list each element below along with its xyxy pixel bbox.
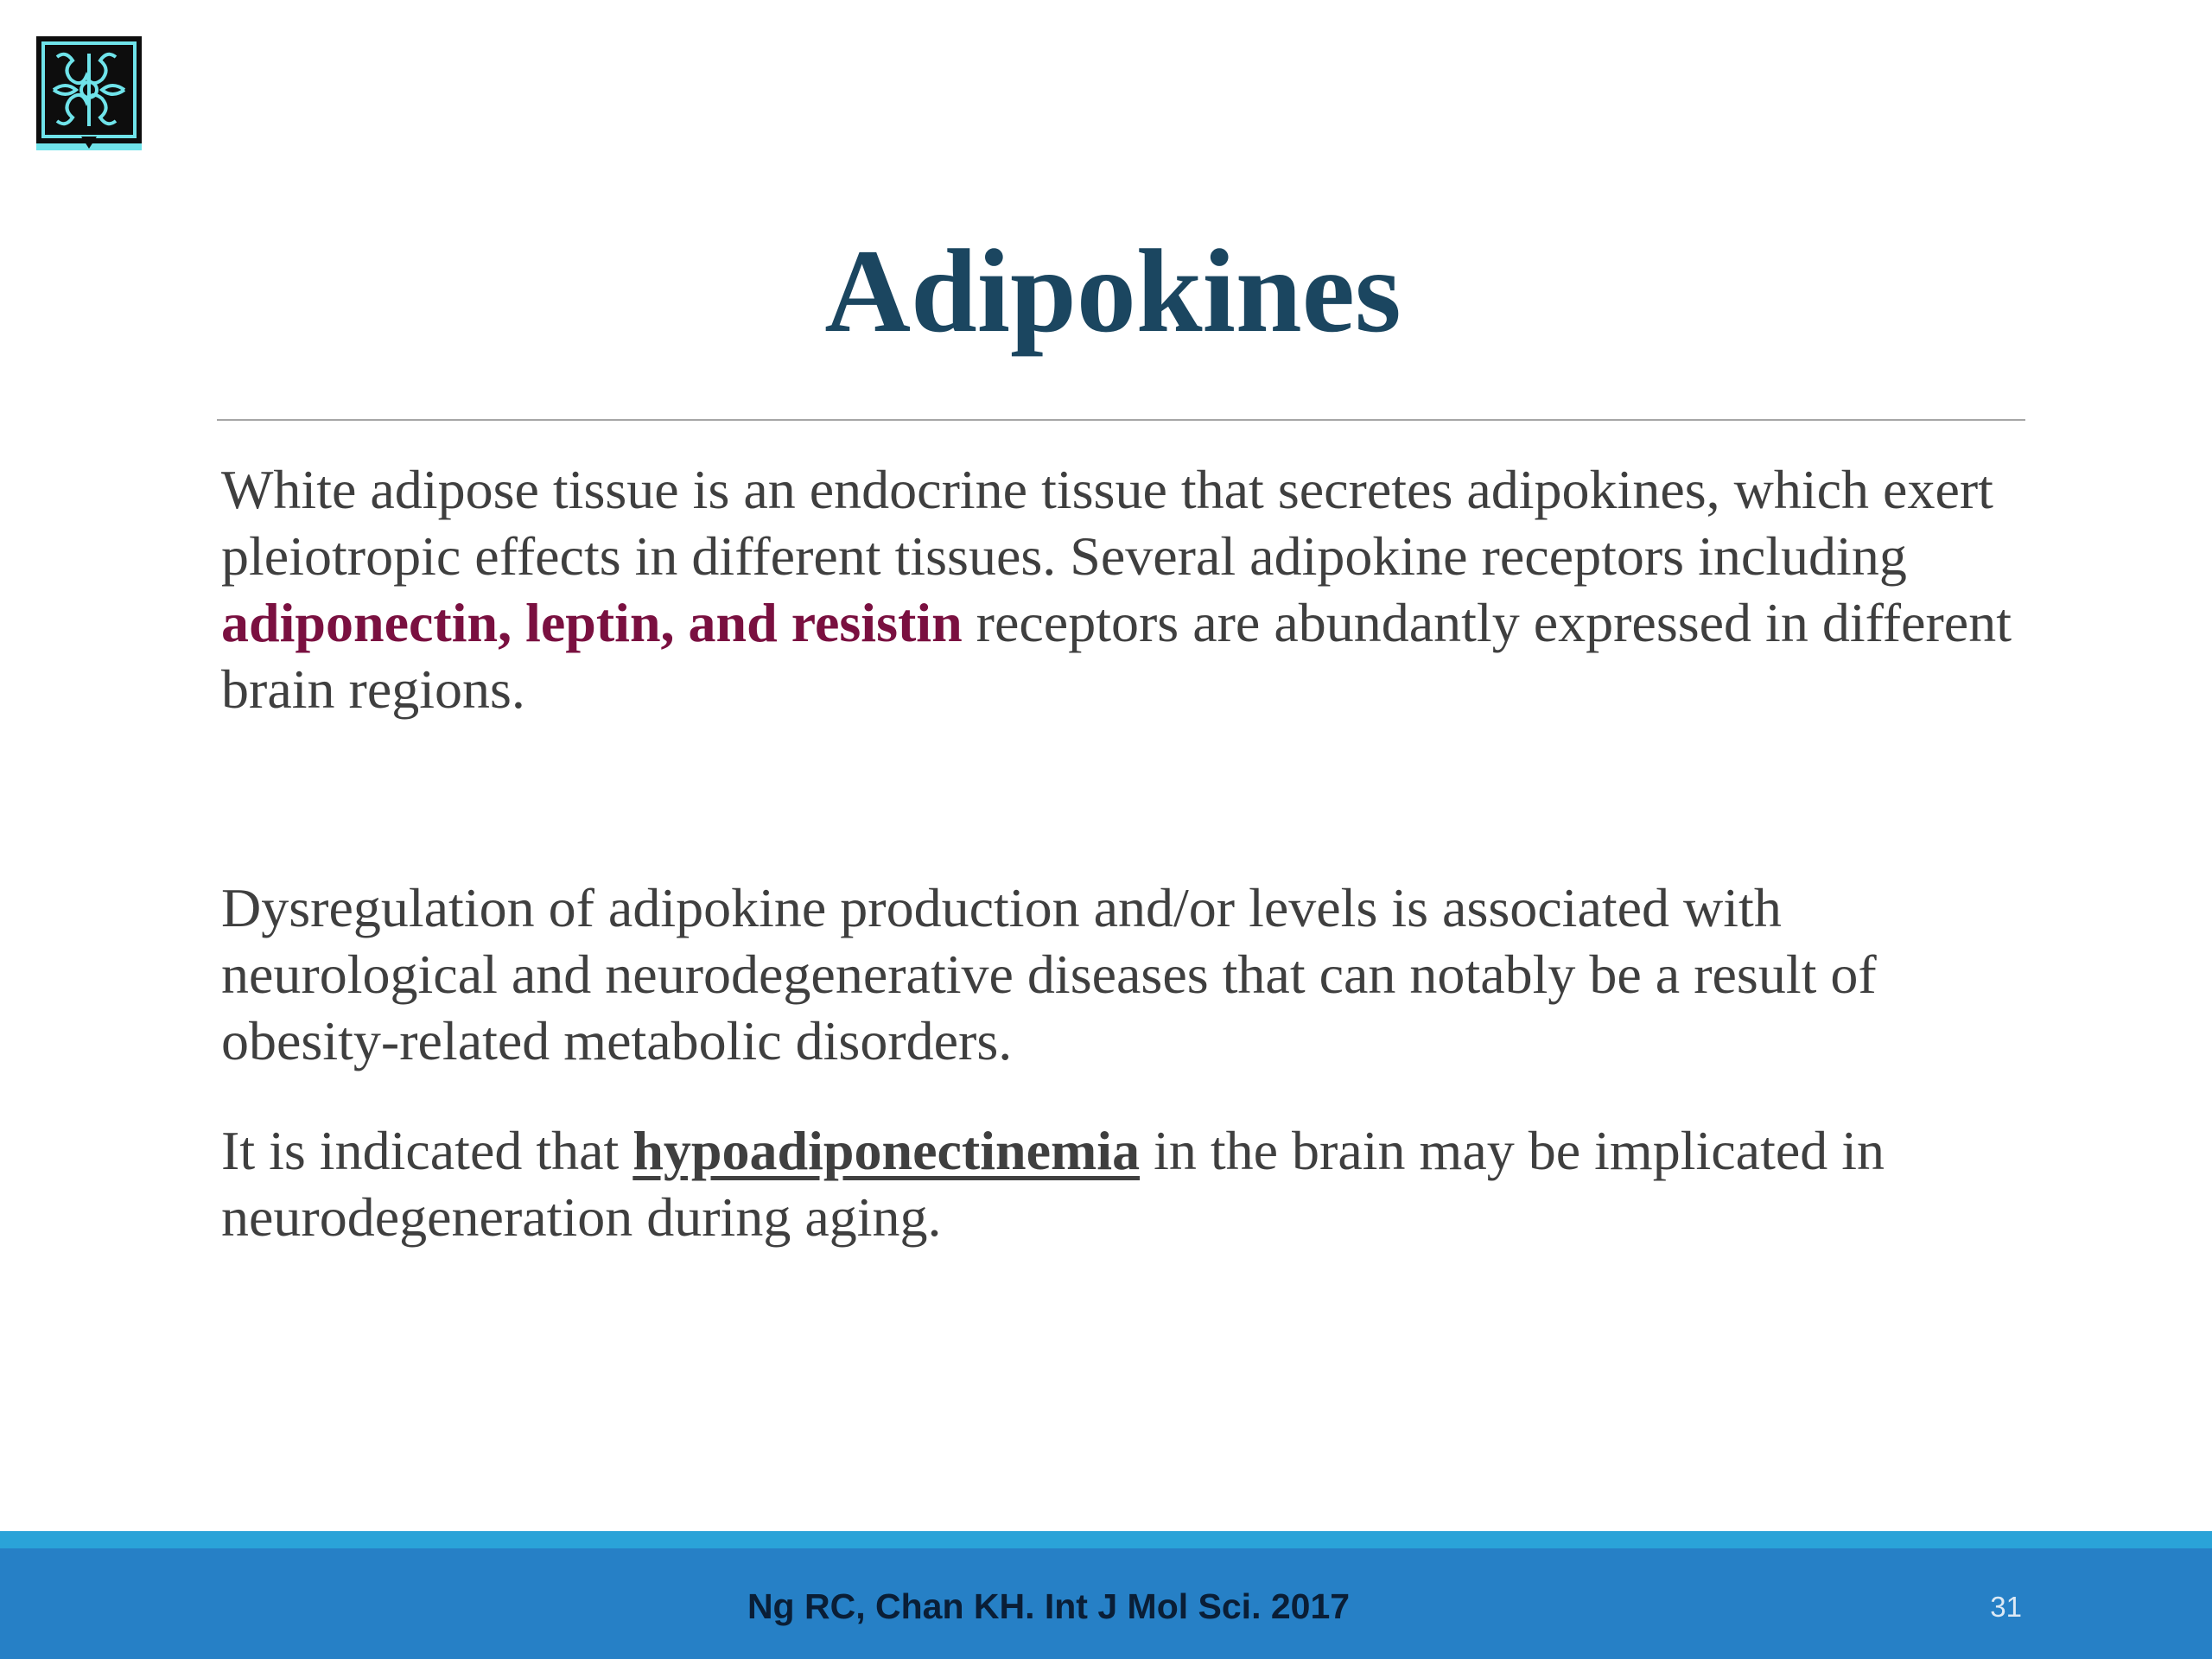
footer-citation: Ng RC, Chan KH. Int J Mol Sci. 2017 [747, 1586, 1351, 1626]
page-number: 31 [1990, 1591, 2022, 1623]
paragraph-dysregulation [221, 874, 2044, 1074]
university-emblem-icon [36, 36, 142, 150]
paragraph-text: Dysregulation of adipokine production and/or levels is associated with neurological and neurodegenerative diseases that can notably be a result of obesity-related metabolic disorders. [221, 877, 1877, 1071]
paragraph-text: in the brain may be implicated in neurodegeneration during aging. [221, 1120, 1885, 1248]
slide-title: Adipokines [824, 225, 1402, 357]
footer-accent-stripe [0, 1531, 2212, 1548]
paragraph-text: White adipose tissue is an endocrine tissue that secretes adipokines, which exert pleiotropic effects in different tissues. Several adipokine receptors including [221, 459, 1993, 587]
paragraph-text: It is indicated that [221, 1120, 633, 1181]
paragraph-text: receptors are abundantly expressed in different brain regions. [221, 592, 2012, 720]
paragraph-hypoadiponectinemia [221, 1117, 2044, 1250]
title-divider [217, 419, 2025, 421]
paragraph-adipose-tissue [221, 456, 2044, 722]
underlined-term: hypoadiponectinemia [632, 1120, 1141, 1181]
highlighted-receptors: adiponectin, leptin, and resistin [221, 592, 963, 653]
